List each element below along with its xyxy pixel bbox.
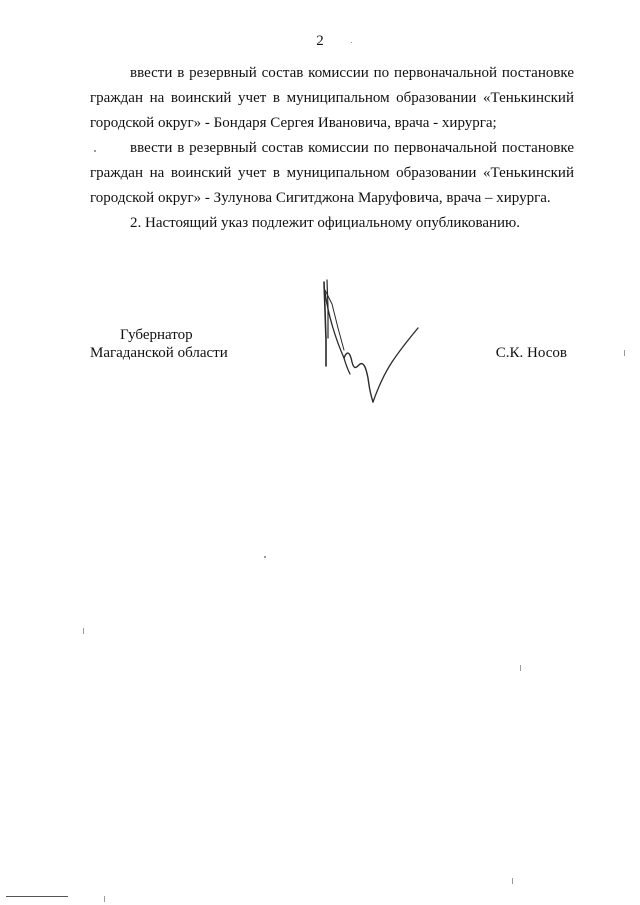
footer-divider <box>6 896 68 897</box>
scan-speck <box>624 350 625 356</box>
paragraph-reserve-1: ввести в резервный состав комиссии по первоначальной постановке граждан на воинский учет в муниципальном образовании «Тенькинский городской округ» - Бондаря Сергея Ивановича, врача - хирурга; <box>90 65 574 131</box>
page-number: 2 <box>316 33 324 49</box>
paragraph-publication: 2. Настоящий указ подлежит официальному опубликованию. <box>130 215 521 231</box>
scan-speck <box>351 42 352 43</box>
scan-speck <box>520 665 521 671</box>
scan-speck <box>264 556 266 558</box>
signatory-title-line2: Магаданской области <box>90 345 228 361</box>
scan-speck <box>83 628 84 634</box>
signatory-title <box>90 326 228 362</box>
scan-speck <box>94 150 96 152</box>
document-body <box>90 61 574 236</box>
signatory-name: С.К. Носов <box>495 345 567 361</box>
signatory-title-line1: Губернатор <box>120 327 193 343</box>
paragraph-reserve-2: ввести в резервный состав комиссии по первоначальной постановке граждан на воинский учет в муниципальном образовании «Тенькинский городской округ» - Зулунова Сигитджона Маруфовича, врача – хирурга. <box>90 140 574 206</box>
scan-speck <box>512 878 513 884</box>
scan-speck <box>104 896 105 902</box>
handwritten-signature <box>310 270 430 410</box>
